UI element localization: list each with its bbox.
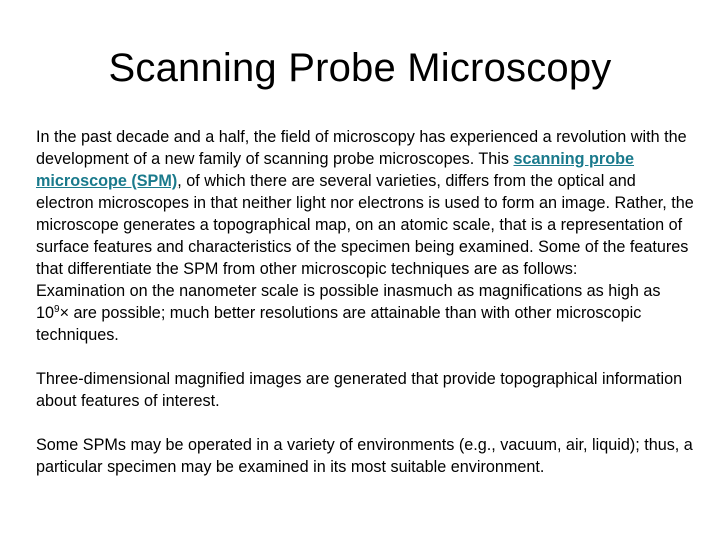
paragraph-intro-text: In the past decade and a half, the field of microscopy has experienced a revolution with the development of a new family of scanning probe microscopes. This (36, 128, 687, 168)
slide-title: Scanning Probe Microscopy (108, 46, 612, 90)
paragraph-nanometer-text-continued: × are possible; much better resolutions are attainable than with other microscopic techniques. (36, 304, 642, 344)
magnification-exponent: 9 (54, 304, 60, 315)
paragraph-environments: Some SPMs may be operated in a variety of environments (e.g., vacuum, air, liquid); thus, a particular specimen may be examined in its most suitable environment. (36, 436, 693, 476)
paragraph-spacer (36, 346, 696, 368)
paragraph-intro-text-continued: , of which there are several varieties, differs from the optical and electron microscopes in that neither light nor electrons is used to form an image. Rather, the microscope generates a topographical map, on an atomic scale, that is a representation of surface features and characteristics of the specimen being examined. Some of the features that differentiate the SPM from other microscopic techniques are as follows: (36, 172, 694, 278)
paragraph-spacer (36, 412, 696, 434)
paragraph-nanometer (36, 280, 696, 346)
slide-body (36, 126, 696, 478)
paragraph-intro (36, 126, 696, 280)
paragraph-nanometer-text: Examination on the nanometer scale is possible inasmuch as magnifications as high as 10 (36, 282, 661, 322)
paragraph-three-dimensional: Three-dimensional magnified images are generated that provide topographical information about features of interest. (36, 370, 683, 410)
spm-link[interactable]: scanning probe microscope (SPM) (36, 150, 635, 190)
